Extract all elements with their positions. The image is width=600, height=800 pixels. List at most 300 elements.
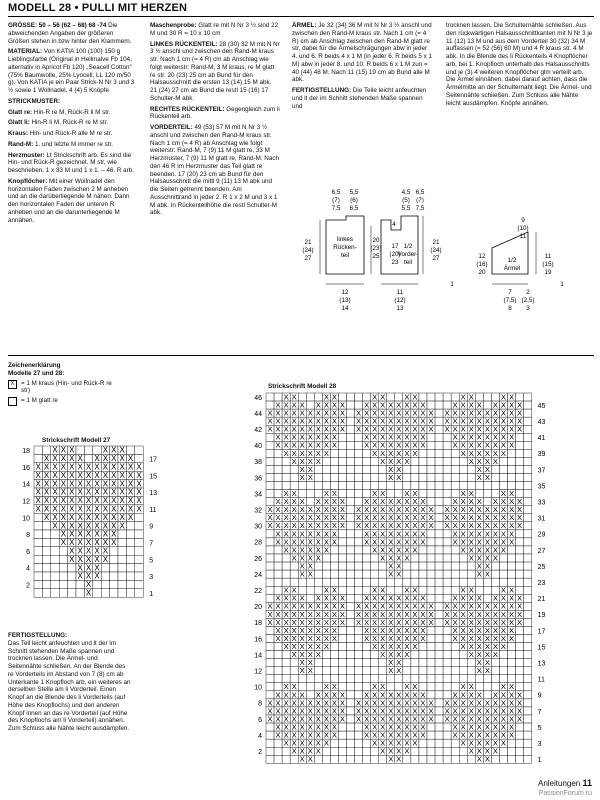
chart-cell <box>290 570 298 578</box>
stitch-x: X <box>283 617 289 627</box>
stitch-x: X <box>291 593 297 603</box>
stitch-x: X <box>283 641 289 651</box>
stitch-x: X <box>339 690 346 700</box>
stitch-x: X <box>444 408 450 418</box>
chart-cell <box>524 449 532 457</box>
stitch-x: X <box>111 538 117 548</box>
stitch-x: X <box>267 601 273 611</box>
chart-cell <box>516 441 524 449</box>
chart-cell <box>355 651 363 659</box>
stitch-x: X <box>412 738 418 748</box>
chart-cell <box>338 562 346 570</box>
stitch-x: X <box>60 529 67 539</box>
stitch-x: X <box>339 408 346 418</box>
stitch-x: X <box>307 698 313 708</box>
stitch-x: X <box>315 432 321 442</box>
chart-cell <box>516 482 524 490</box>
chart-cell <box>118 572 126 580</box>
stitch-x: X <box>291 497 297 507</box>
stitch-x: X <box>102 454 109 464</box>
stitch-x: X <box>307 617 313 627</box>
chart-cell <box>290 474 298 482</box>
stitch-x: X <box>452 722 458 732</box>
stitch-x: X <box>517 690 523 700</box>
chart-cell <box>266 490 274 498</box>
stitch-x: X <box>388 625 394 635</box>
stitch-x: X <box>452 416 458 426</box>
stitch-x: X <box>356 513 362 523</box>
chart-cell <box>427 739 435 747</box>
row-number-left: 40 <box>254 443 262 451</box>
chart-cell <box>347 482 355 490</box>
stitch-x: X <box>420 400 426 410</box>
stitch-x: X <box>468 424 474 434</box>
stitch-x: X <box>372 392 378 402</box>
chart-cell <box>524 498 532 506</box>
chart-cell <box>435 747 443 755</box>
chart-cell <box>379 474 387 482</box>
chart-cell <box>110 564 118 572</box>
stitch-x: X <box>315 609 321 619</box>
chart-cell <box>371 755 379 763</box>
stitch-x: X <box>267 706 273 716</box>
stitch-x: X <box>500 609 507 619</box>
chart-cell <box>524 514 532 522</box>
chart-cell <box>524 506 532 514</box>
chart-cell <box>282 755 290 763</box>
chart-cell <box>371 465 379 473</box>
stitch-x: X <box>331 609 337 619</box>
stitch-x: X <box>460 529 466 539</box>
chart-cell <box>355 570 363 578</box>
stitch-x: X <box>364 537 370 547</box>
chart-cell <box>435 635 443 643</box>
stitch-x: X <box>460 585 466 595</box>
stitch-x: X <box>69 454 75 464</box>
row-number-left: 4 <box>258 732 262 740</box>
stitch-x: X <box>412 545 418 555</box>
stitch-x: X <box>119 504 125 514</box>
stitch-x: X <box>484 408 490 418</box>
paragraph <box>8 152 136 175</box>
stitch-x: X <box>102 521 109 531</box>
stitch-x: X <box>299 666 305 676</box>
stitch-x: X <box>396 537 402 547</box>
stitch-x: X <box>468 738 474 748</box>
stitch-x: X <box>396 416 402 426</box>
stitch-x: X <box>315 617 321 627</box>
stitch-x: X <box>444 698 450 708</box>
stitch-x: X <box>331 714 337 724</box>
stitch-x: X <box>364 432 370 442</box>
chart-cell <box>443 393 451 401</box>
stitch-x: X <box>315 633 321 643</box>
stitch-x: X <box>484 464 490 474</box>
stitch-x: X <box>396 432 402 442</box>
stitch-x: X <box>275 424 281 434</box>
stitch-x: X <box>476 754 482 764</box>
row-number-right: 17 <box>537 628 546 636</box>
chart-cell <box>499 474 507 482</box>
stitch-x: X <box>315 641 321 651</box>
stitch-x: X <box>94 496 100 506</box>
stitch-x: X <box>339 609 346 619</box>
stitch-x: X <box>380 400 386 410</box>
paragraph-text: Die abweichenden Angaben der größeren Größen stehen in bzw hinter den Klammern. <box>8 22 132 45</box>
paragraph <box>292 22 432 84</box>
stitch-x: X <box>388 706 394 716</box>
stitch-x: X <box>404 730 410 740</box>
stitch-x: X <box>412 537 418 547</box>
chart-cell <box>419 739 427 747</box>
stitch-x: X <box>85 554 92 564</box>
stitch-x: X <box>476 650 482 660</box>
stitch-x: X <box>356 698 362 708</box>
stitch-x: X <box>388 545 394 555</box>
chart-cell <box>290 465 298 473</box>
front-piece-diagram <box>381 216 418 274</box>
chart-cell <box>347 643 355 651</box>
paragraph <box>8 48 136 95</box>
stitch-x: X <box>492 505 498 515</box>
stitch-x: X <box>380 682 386 692</box>
chart-cell <box>330 659 338 667</box>
stitch-x: X <box>331 440 337 450</box>
chart-cell <box>419 474 427 482</box>
stitch-x: X <box>484 545 490 555</box>
stitch-x: X <box>52 512 58 522</box>
sleeve-height-3: 19 <box>544 269 552 276</box>
stitch-x: X <box>476 440 482 450</box>
stitch-x: X <box>52 470 58 480</box>
back-height-2: (24) <box>302 247 314 254</box>
chart-cell <box>322 747 330 755</box>
front-height-2: (24) <box>430 247 442 254</box>
chart-cell <box>419 457 427 465</box>
paragraph-heading: FERTIGSTELLUNG: <box>292 87 353 94</box>
row-number-right: 1 <box>537 757 542 765</box>
paragraph-text: Glatt re mit N Nr 3 ½ sind 22 M und 30 R = 10 x 10 cm <box>150 22 279 37</box>
chart-cell <box>34 572 42 580</box>
chart-cell <box>524 433 532 441</box>
paragraph-text: 1. und letzte M immer re str. <box>34 140 113 148</box>
chart-cell <box>427 562 435 570</box>
chart-cell <box>524 586 532 594</box>
chart-cell <box>403 465 411 473</box>
stitch-x: X <box>331 690 337 700</box>
chart-cell <box>298 578 306 586</box>
stitch-x: X <box>517 400 523 410</box>
back-inner-1: 20 <box>372 237 380 244</box>
stitch-x: X <box>323 424 329 434</box>
stitch-x: X <box>428 416 434 426</box>
chart-cell <box>435 482 443 490</box>
chart-cell <box>355 739 363 747</box>
stitch-x: X <box>476 521 482 531</box>
stitch-x: X <box>460 513 466 523</box>
chart-cell <box>42 572 50 580</box>
stitch-x: X <box>299 472 305 482</box>
stitch-x: X <box>94 521 100 531</box>
paragraph-text: Hin-R re M, Rück-R li M str. <box>33 108 111 116</box>
stitch-x: X <box>372 505 378 515</box>
stitch-x: X <box>484 529 490 539</box>
stitch-x: X <box>102 487 109 497</box>
chart-cell <box>524 490 532 498</box>
stitch-x: X <box>307 505 313 515</box>
stitch-x: X <box>307 561 313 571</box>
stitch-x: X <box>500 537 507 547</box>
stitch-x: X <box>380 521 386 531</box>
stitch-x: X <box>267 609 273 619</box>
stitch-x: X <box>331 513 337 523</box>
stitch-x: X <box>291 400 297 410</box>
chart-cell <box>499 747 507 755</box>
paragraph-heading: LINKES RÜCKENTEIL: <box>150 40 220 48</box>
stitch-x: X <box>468 641 474 651</box>
chart-cell <box>459 562 467 570</box>
stitch-x: X <box>500 698 507 708</box>
stitch-x: X <box>85 504 92 514</box>
stitch-x: X <box>356 601 362 611</box>
stitch-x: X <box>275 513 281 523</box>
chart-cell <box>516 449 524 457</box>
chart-cell <box>443 659 451 667</box>
stitch-x: X <box>291 392 297 402</box>
chart-cell <box>59 572 67 580</box>
chart-cell <box>516 626 524 634</box>
chart-cell <box>435 659 443 667</box>
stitch-x: X <box>111 454 117 464</box>
stitch-x: X <box>460 722 466 732</box>
stitch-x: X <box>420 625 426 635</box>
stitch-x: X <box>102 529 109 539</box>
chart-cell <box>118 547 126 555</box>
chart-cell <box>419 546 427 554</box>
stitch-x: X <box>299 754 305 764</box>
chart-cell <box>443 449 451 457</box>
chart-cell <box>427 490 435 498</box>
stitch-x: X <box>291 698 297 708</box>
chart-cell <box>491 570 499 578</box>
stitch-x: X <box>291 424 297 434</box>
stitch-x: X <box>69 546 75 556</box>
chart-cell <box>266 635 274 643</box>
stitch-x: X <box>35 496 41 506</box>
stitch-x: X <box>508 392 515 402</box>
chart-cell <box>516 723 524 731</box>
stitch-x: X <box>468 682 474 692</box>
stitch-x: X <box>468 408 474 418</box>
stitch-x: X <box>94 504 100 514</box>
stitch-x: X <box>420 505 426 515</box>
chart-cell <box>347 691 355 699</box>
stitch-x: X <box>517 706 523 716</box>
paragraph-text: Lt Strickschrift arb. Es sind die Hin- und Rück-R gezeichnet. M str, wie beschrieben. 1 x 33 M und 1 x 1. – 46. R arb. <box>8 151 135 174</box>
stitch-x: X <box>420 601 426 611</box>
stitch-x: X <box>35 479 41 489</box>
stitch-x: X <box>484 714 490 724</box>
chart-cell <box>427 643 435 651</box>
row-number-right: 3 <box>537 740 542 748</box>
chart-cell <box>355 643 363 651</box>
stitch-x: X <box>492 650 498 660</box>
stitch-x: X <box>484 537 490 547</box>
stitch-x: X <box>315 722 321 732</box>
chart-cell <box>355 755 363 763</box>
chart-cell <box>483 586 491 594</box>
stitch-x: X <box>339 513 346 523</box>
chart-cell <box>330 570 338 578</box>
stitch-x: X <box>372 714 378 724</box>
stitch-x: X <box>420 690 426 700</box>
front-inner-1: 17 <box>391 243 399 250</box>
stitch-x: X <box>127 496 134 506</box>
back-height-3: 27 <box>304 255 312 262</box>
chart-cell <box>282 667 290 675</box>
chart-cell <box>347 739 355 747</box>
chart-cell <box>524 570 532 578</box>
chart-cell <box>347 651 355 659</box>
stitch-x: X <box>404 505 410 515</box>
paragraph-heading: GRÖSSE: 50 – 56 (62 – 68) 68 -74 <box>8 22 109 29</box>
stitch-x: X <box>331 521 337 531</box>
stitch-x: X <box>508 513 515 523</box>
chart-cell <box>524 409 532 417</box>
stitch-x: X <box>484 633 490 643</box>
chart-cell <box>516 465 524 473</box>
stitch-x: X <box>388 730 394 740</box>
stitch-x: X <box>69 470 75 480</box>
chart-cell <box>266 586 274 594</box>
chart-cell <box>427 570 435 578</box>
stitch-x: X <box>396 472 402 482</box>
stitch-x: X <box>372 641 378 651</box>
stitch-x: X <box>323 585 329 595</box>
stitch-x: X <box>468 593 474 603</box>
chart-cell <box>76 589 84 597</box>
stitch-x: X <box>508 730 515 740</box>
legend-title: Zeichenerklärung <box>8 362 61 369</box>
stitch-x: X <box>508 601 515 611</box>
stitch-x: X <box>69 479 75 489</box>
back-bottom-3: 14 <box>341 305 349 312</box>
sleeve-left-3: 20 <box>478 269 486 276</box>
row-number-right: 9 <box>537 692 542 700</box>
stitch-x: X <box>85 512 92 522</box>
stitch-x: X <box>77 479 83 489</box>
stitch-x: X <box>500 432 507 442</box>
chart-cell <box>126 555 134 563</box>
stitch-x: X <box>323 392 329 402</box>
stitch-x: X <box>364 408 370 418</box>
row-number-right: 15 <box>149 473 157 481</box>
stitch-x: X <box>500 513 507 523</box>
chart-cell <box>443 723 451 731</box>
stitch-x: X <box>492 730 498 740</box>
legend-x-symbol: X <box>8 380 17 389</box>
chart-cell <box>322 457 330 465</box>
stitch-x: X <box>420 497 426 507</box>
stitch-x: X <box>315 601 321 611</box>
chart-cell <box>266 457 274 465</box>
stitch-x: X <box>412 497 418 507</box>
stitch-x: X <box>460 738 466 748</box>
stitch-x: X <box>404 489 410 499</box>
stitch-x: X <box>484 456 490 466</box>
chart-cell <box>347 675 355 683</box>
stitch-x: X <box>404 424 410 434</box>
stitch-x: X <box>452 521 458 531</box>
stitch-x: X <box>299 650 305 660</box>
chart-cell <box>524 675 532 683</box>
chart-cell <box>363 546 371 554</box>
stitch-x: X <box>315 497 321 507</box>
chart-cell <box>427 538 435 546</box>
chart-cell <box>347 506 355 514</box>
stitch-x: X <box>291 617 297 627</box>
back-top2-2: (6) <box>350 197 358 204</box>
stitch-x: X <box>267 513 273 523</box>
chart-cell <box>451 546 459 554</box>
stitch-x: X <box>283 690 289 700</box>
stitch-x: X <box>500 722 507 732</box>
chart-cell <box>34 538 42 546</box>
stitch-x: X <box>102 496 109 506</box>
stitch-x: X <box>476 690 482 700</box>
stitch-x: X <box>102 479 109 489</box>
stitch-x: X <box>396 521 402 531</box>
chart-cell <box>516 546 524 554</box>
stitch-x: X <box>102 470 109 480</box>
chart-cell <box>491 474 499 482</box>
chart-cell <box>34 547 42 555</box>
stitch-x: X <box>460 625 466 635</box>
stitch-x: X <box>291 585 297 595</box>
stitch-x: X <box>339 601 346 611</box>
stitch-x: X <box>500 424 507 434</box>
chart-cell <box>483 675 491 683</box>
stitch-x: X <box>291 746 297 756</box>
chart-cell <box>516 755 524 763</box>
stitch-x: X <box>484 706 490 716</box>
chart-cell <box>347 570 355 578</box>
chart-cell <box>42 547 50 555</box>
stitch-x: X <box>85 470 92 480</box>
stitch-x: X <box>283 593 289 603</box>
sleeve-label-2: Ärmel <box>503 265 521 272</box>
chart-cell <box>419 449 427 457</box>
stitch-x: X <box>299 553 305 563</box>
chart28-title: Strickschrift Modell 28 <box>268 383 337 390</box>
stitch-x: X <box>404 593 410 603</box>
paragraph-text: Von KATIA 100 (100) 150 g Lieblingsfarbe (Original in Hellmalve Fb 104, alternativ in Apricot Fb 120) „Seacell Cotton“ (75% Baumwolle, 25% Lyocell, LL 120 m/50 g). Von KATIA je ein Paar Strick-N Nr 3 und 3 ½ sowie 1 Wollnadel. 4 (4) 5 Knöpfe <box>8 48 135 94</box>
chart-cell <box>363 667 371 675</box>
stitch-x: X <box>323 682 329 692</box>
chart-cell <box>419 747 427 755</box>
stitch-x: X <box>136 496 142 506</box>
stitch-x: X <box>380 690 386 700</box>
chart-cell <box>508 643 516 651</box>
stitch-x: X <box>412 690 418 700</box>
stitch-x: X <box>331 497 337 507</box>
stitch-x: X <box>476 698 482 708</box>
chart-cell <box>403 755 411 763</box>
back-inner-3: 25 <box>372 253 380 260</box>
row-number-right: 31 <box>537 515 546 523</box>
stitch-x: X <box>291 537 297 547</box>
chart-cell <box>499 755 507 763</box>
